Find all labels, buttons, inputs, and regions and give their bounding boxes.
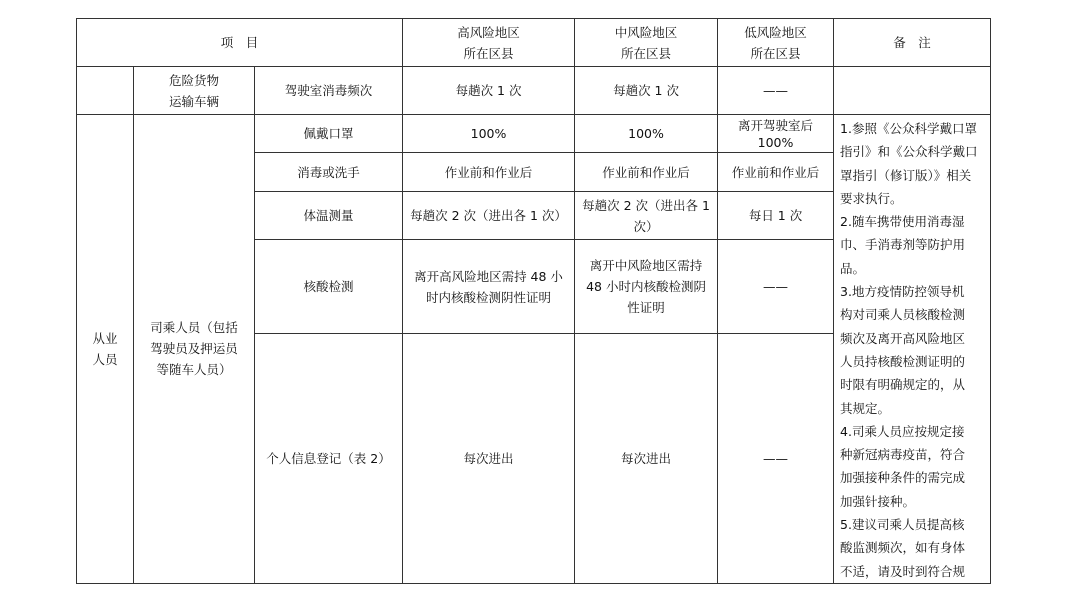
registration-high: 每次进出: [403, 334, 575, 584]
nucleic-low: ——: [718, 240, 834, 334]
vehicle-high: 每趟次 1 次: [403, 67, 575, 115]
nucleic-mid: 离开中风险地区需持 48 小时内核酸检测阴 性证明: [575, 240, 718, 334]
vehicle-blank-cell: [77, 67, 134, 115]
measure-disinfect: 消毒或洗手: [255, 153, 403, 191]
vehicle-mid: 每趟次 1 次: [575, 67, 718, 115]
registration-low: ——: [718, 334, 834, 584]
header-row: [77, 19, 991, 67]
vehicle-notes: [834, 67, 991, 115]
epidemic-prevention-table: [76, 18, 991, 584]
disinfect-mid: 作业前和作业后: [575, 153, 718, 191]
staff-row-mask: [77, 115, 991, 153]
header-low-risk: 低风险地区 所在区县: [718, 19, 834, 67]
registration-mid: 每次进出: [575, 334, 718, 584]
vehicle-measure: 驾驶室消毒频次: [255, 67, 403, 115]
staff-subgroup: 司乘人员（包括 驾驶员及押运员 等随车人员）: [134, 115, 255, 584]
nucleic-high: 离开高风险地区需持 48 小 时内核酸检测阴性证明: [403, 240, 575, 334]
mask-low: 离开驾驶室后 100%: [718, 115, 834, 153]
vehicle-row: [77, 67, 991, 115]
temperature-high: 每趟次 2 次（进出各 1 次）: [403, 191, 575, 240]
header-mid-risk: 中风险地区 所在区县: [575, 19, 718, 67]
staff-group: 从业 人员: [77, 115, 134, 584]
vehicle-category: 危险货物 运输车辆: [134, 67, 255, 115]
measure-nucleic: 核酸检测: [255, 240, 403, 334]
vehicle-low: ——: [718, 67, 834, 115]
mask-mid: 100%: [575, 115, 718, 153]
temperature-mid: 每趟次 2 次（进出各 1 次）: [575, 191, 718, 240]
header-high-risk: 高风险地区 所在区县: [403, 19, 575, 67]
measure-mask: 佩戴口罩: [255, 115, 403, 153]
header-notes: 备 注: [834, 19, 991, 67]
mask-high: 100%: [403, 115, 575, 153]
measure-registration: 个人信息登记（表 2）: [255, 334, 403, 584]
staff-notes: 1.参照《公众科学戴口罩 指引》和《公众科学戴口 罩指引（修订版）》相关 要求执行。 2.随车携带使用消毒湿 巾、手消毒剂等防护用 品。 3.地方疫情防控领导机 构对司乘人员核酸检测 频次及离开高风险地区 人员持核酸检测证明的 时限有明确规定的，从 其规定。 4.司乘人员应按规定接 种新冠病毒疫苗，符合 加强接种条件的需完成 加强针接种。 5.建议司乘人员提高核 酸监测频次，如有身体 不适，请及时到符合规: [834, 115, 991, 584]
header-item: 项 目: [77, 19, 403, 67]
measure-temperature: 体温测量: [255, 191, 403, 240]
disinfect-low: 作业前和作业后: [718, 153, 834, 191]
disinfect-high: 作业前和作业后: [403, 153, 575, 191]
temperature-low: 每日 1 次: [718, 191, 834, 240]
